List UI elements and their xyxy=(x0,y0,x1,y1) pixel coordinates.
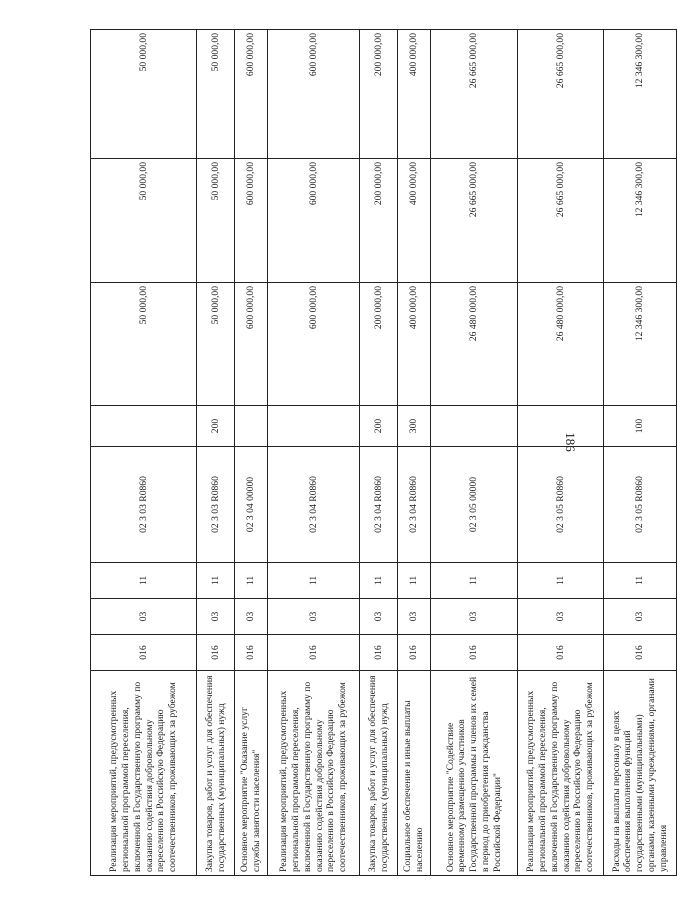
amount-year-3: 26 665 000,00 xyxy=(518,30,604,159)
ministry-code: 016 xyxy=(268,635,360,671)
target-article: 02 3 04 00000 xyxy=(235,447,268,563)
row-name: Основное мероприятие "Оказание услуг службы занятости населения" xyxy=(235,671,268,876)
amount-year-2: 50 000,00 xyxy=(197,159,235,283)
subsection-code: 11 xyxy=(604,563,677,599)
target-article: 02 3 04 R0860 xyxy=(360,447,398,563)
table-row xyxy=(398,30,431,876)
expense-type: 100 xyxy=(604,406,677,447)
subsection-code: 11 xyxy=(235,563,268,599)
ministry-code: 016 xyxy=(360,635,398,671)
expense-type: 300 xyxy=(398,406,431,447)
amount-year-3: 200 000,00 xyxy=(360,30,398,159)
amount-year-3: 400 000,00 xyxy=(398,30,431,159)
target-article: 02 3 03 R0860 xyxy=(197,447,235,563)
target-article: 02 3 05 R0860 xyxy=(604,447,677,563)
amount-year-3: 50 000,00 xyxy=(91,30,197,159)
ministry-code: 016 xyxy=(91,635,197,671)
amount-year-1: 26 480 000,00 xyxy=(518,283,604,406)
target-article: 02 3 05 R0860 xyxy=(518,447,604,563)
section-code: 03 xyxy=(197,599,235,635)
amount-year-2: 26 665 000,00 xyxy=(431,159,518,283)
subsection-code: 11 xyxy=(398,563,431,599)
expense-type xyxy=(268,406,360,447)
table-row xyxy=(360,30,398,876)
row-name: Закупка товаров, работ и услуг для обеспечения государственных (муниципальных) нужд xyxy=(360,671,398,876)
section-code: 03 xyxy=(398,599,431,635)
row-name: Расходы на выплаты персоналу в целях обеспечения выполнения функций государственными (муниципальными) органами, казенными учреждениями, органами управления xyxy=(604,671,677,876)
amount-year-1: 600 000,00 xyxy=(268,283,360,406)
target-article: 02 3 03 R0860 xyxy=(91,447,197,563)
section-code: 03 xyxy=(518,599,604,635)
amount-year-1: 50 000,00 xyxy=(91,283,197,406)
amount-year-1: 400 000,00 xyxy=(398,283,431,406)
amount-year-2: 50 000,00 xyxy=(91,159,197,283)
section-code: 03 xyxy=(604,599,677,635)
expense-type xyxy=(91,406,197,447)
amount-year-3: 600 000,00 xyxy=(235,30,268,159)
row-name: Социальное обеспечение и иные выплаты населению xyxy=(398,671,431,876)
ministry-code: 016 xyxy=(518,635,604,671)
section-code: 03 xyxy=(91,599,197,635)
amount-year-3: 12 346 300,00 xyxy=(604,30,677,159)
section-code: 03 xyxy=(235,599,268,635)
amount-year-1: 200 000,00 xyxy=(360,283,398,406)
page-number: 186 xyxy=(562,432,578,452)
amount-year-2: 12 346 300,00 xyxy=(604,159,677,283)
amount-year-1: 50 000,00 xyxy=(197,283,235,406)
table-row xyxy=(91,30,197,876)
row-name: Реализация мероприятий, предусмотренных региональной программой переселения, включенной в Государственную программу по оказанию содействия добровольному переселению в Российскую Федерацию соотечественников, проживающих за рубежом xyxy=(518,671,604,876)
subsection-code: 11 xyxy=(197,563,235,599)
section-code: 03 xyxy=(431,599,518,635)
subsection-code: 11 xyxy=(360,563,398,599)
table-row xyxy=(518,30,604,876)
amount-year-2: 26 665 000,00 xyxy=(518,159,604,283)
ministry-code: 016 xyxy=(604,635,677,671)
budget-table xyxy=(90,29,677,876)
ministry-code: 016 xyxy=(431,635,518,671)
amount-year-1: 26 480 000,00 xyxy=(431,283,518,406)
subsection-code: 11 xyxy=(268,563,360,599)
ministry-code: 016 xyxy=(235,635,268,671)
amount-year-3: 50 000,00 xyxy=(197,30,235,159)
section-code: 03 xyxy=(360,599,398,635)
target-article: 02 3 04 R0860 xyxy=(268,447,360,563)
ministry-code: 016 xyxy=(197,635,235,671)
expense-type xyxy=(431,406,518,447)
amount-year-1: 600 000,00 xyxy=(235,283,268,406)
subsection-code: 11 xyxy=(431,563,518,599)
table-row xyxy=(235,30,268,876)
subsection-code: 11 xyxy=(518,563,604,599)
expense-type: 200 xyxy=(360,406,398,447)
row-name: Основное мероприятие "Содействие временному размещению участников Государственной программы и членов их семей в период до приобретения гражданства Российской Федерации" xyxy=(431,671,518,876)
row-name: Реализация мероприятий, предусмотренных региональной программой переселения, включенной в Государственную программу по оказанию содействия добровольному переселению в Российскую Федерацию соотечественников, проживающих за рубежом xyxy=(91,671,197,876)
table-row xyxy=(604,30,677,876)
ministry-code: 016 xyxy=(398,635,431,671)
table-row xyxy=(268,30,360,876)
amount-year-1: 12 346 300,00 xyxy=(604,283,677,406)
table-row xyxy=(197,30,235,876)
section-code: 03 xyxy=(268,599,360,635)
expense-type xyxy=(518,406,604,447)
expense-type xyxy=(235,406,268,447)
target-article: 02 3 05 00000 xyxy=(431,447,518,563)
amount-year-2: 600 000,00 xyxy=(268,159,360,283)
subsection-code: 11 xyxy=(91,563,197,599)
amount-year-3: 600 000,00 xyxy=(268,30,360,159)
amount-year-2: 400 000,00 xyxy=(398,159,431,283)
target-article: 02 3 04 R0860 xyxy=(398,447,431,563)
amount-year-3: 26 665 000,00 xyxy=(431,30,518,159)
table-row xyxy=(431,30,518,876)
row-name: Реализация мероприятий, предусмотренных региональной программой переселения, включенной в Государственную программу по оказанию содействия добровольному переселению в Российскую Федерацию соотечественников, проживающих за рубежом xyxy=(268,671,360,876)
amount-year-2: 200 000,00 xyxy=(360,159,398,283)
amount-year-2: 600 000,00 xyxy=(235,159,268,283)
row-name: Закупка товаров, работ и услуг для обеспечения государственных (муниципальных) нужд xyxy=(197,671,235,876)
expense-type: 200 xyxy=(197,406,235,447)
